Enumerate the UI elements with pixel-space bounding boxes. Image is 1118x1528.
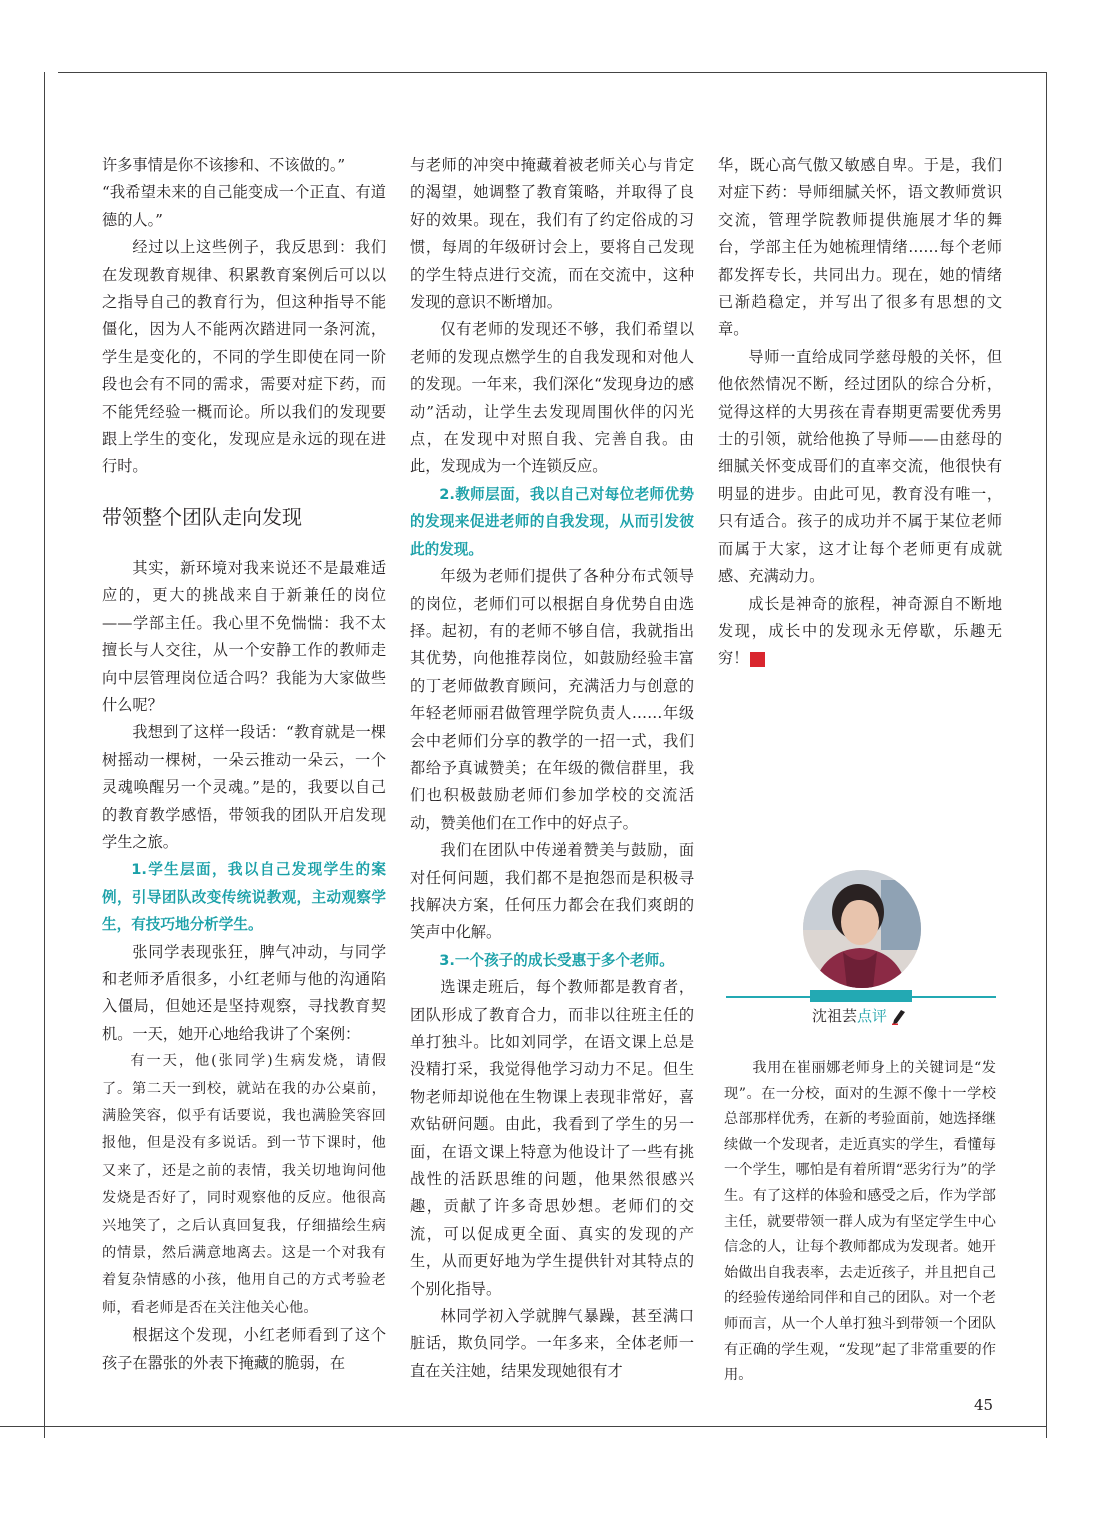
paragraph: 许多事情是你不该掺和、不该做的。” — [102, 156, 346, 174]
paragraph: 林同学初入学就脾气暴躁，甚至满口脏话，欺负同学。一年多来，全体老师一直在关注她，结果发现她很有才 — [410, 1307, 694, 1380]
comment-divider-right — [912, 996, 996, 998]
paragraph: 经过以上这些例子，我反思到：我们在发现教育规律、积累教育案例后可以以之指导自己的教育行为，但这种指导不能僵化，因为人不能两次踏进同一条河流，学生是变化的，不同的学生即使在同一阶段也会有不同的需求，需要对症下药，而不能凭经验一概而论。所以我们的发现要跟上学生的变化，发现应是永远的现在进行时。 — [102, 238, 386, 476]
commentator-name: 沈祖芸 — [812, 1007, 858, 1025]
paragraph: 其实，新环境对我来说还不是最难适应的，更大的挑战来自于新兼任的岗位——学部主任。我心里不免惴惴：我不太擅长与人交往，从一个安静工作的教师走向中层管理岗位适合吗？我能为大家做些什么呢？ — [102, 558, 386, 714]
comment-divider-left — [726, 996, 810, 998]
commentator-photo — [803, 870, 921, 988]
end-mark-icon: 家 — [750, 652, 765, 667]
column-1 — [102, 152, 386, 1377]
paragraph: 选课走班后，每个教师都是教育者，团队形成了教育合力，而非以往班主任的单打独斗。比如刘同学，在语文课上总是没精打采，我觉得他学习动力不足。但生物老师却说他在生物课上表现非常好，喜欢钻研问题。由此，我看到了学生的另一面，在语文课上特意为他设计了一些有挑战性的活跃思维的问题，他果然很感兴趣，贡献了许多奇思妙想。老师们的交流，可以促成更全面、真实的发现的产生，从而更好地为学生提供针对其特点的个别化指导。 — [410, 978, 694, 1298]
column-2 — [410, 152, 694, 1385]
comment-box — [724, 1056, 996, 1389]
lead-point-1: 1.学生层面，我以自己发现学生的案例，引导团队改变传统说教观，主动观察学生，有技巧地分析学生。 — [102, 861, 386, 934]
comment-text: 我用在崔丽娜老师身上的关键词是“发现”。在一分校，面对的生源不像十一学校总部那样优秀，在新的考验面前，她选择继续做一个发现者，走近真实的学生，看懂每一个学生，哪怕是有着所谓“恶劣行为”的学生。有了这样的体验和感受之后，作为学部主任，就要带领一群人成为有坚定学生中心信念的人，让每个教师都成为发现者。她开始做出自我表率，去走近孩子，并且把自己的经验传递给同伴和自己的团队。对一个老师而言，从一个人单打独斗到带领一个团队有正确的学生观，“发现”起了非常重要的作用。 — [724, 1060, 996, 1384]
comment-divider-block — [810, 990, 912, 1002]
section-title: 带领整个团队走向发现 — [102, 504, 302, 529]
closing-paragraph — [718, 591, 1002, 673]
top-rule — [58, 72, 1046, 73]
page-number: 45 — [974, 1396, 994, 1414]
paragraph: 年级为老师们提供了各种分布式领导的岗位，老师们可以根据自身优势自由选择。起初，有的老师不够自信，我就指出其优势，向他推荐岗位，如鼓励经验丰富的丁老师做教育顾问，充满活力与创意的年轻老师丽君做管理学院负责人……年级会中老师们分享的教学的一招一式，我们都给予真诚赞美；在年级的微信群里，我们也积极鼓励老师们参加学校的交流活动，赞美他们在工作中的好点子。 — [410, 567, 694, 832]
paragraph: 导师一直给成同学慈母般的关怀，但他依然情况不断，经过团队的综合分析，觉得这样的大男孩在青春期更需要优秀男士的引领，就给他换了导师——由慈母的细腻关怀变成哥们的直率交流，他很快有明显的进步。由此可见，教育没有唯一，只有适合。孩子的成功并不属于某位老师而属于大家，这才让每个老师更有成就感、充满动力。 — [718, 347, 1002, 586]
paragraph: 我们在团队中传递着赞美与鼓励，面对任何问题，我们都不是抱怨而是积极寻找解决方案，任何压力都会在我们爽朗的笑声中化解。 — [410, 841, 694, 942]
paragraph: 我想到了这样一段话：“教育就是一棵树摇动一棵树，一朵云推动一朵云，一个灵魂唤醒另一个灵魂。”是的，我要以自己的教育教学感悟，带领我的团队开启发现学生之旅。 — [102, 723, 386, 851]
paragraph: 根据这个发现，小红老师看到了这个孩子在嚣张的外表下掩藏的脆弱，在 — [102, 1326, 386, 1372]
bottom-rule — [0, 1426, 1046, 1427]
lead-point-3: 3.一个孩子的成长受惠于多个老师。 — [439, 951, 674, 969]
paragraph: 张同学表现张狂，脾气冲动，与同学和老师矛盾很多，小红老师与他的沟通陷入僵局，但她还是坚持观察，寻找教育契机。一天，她开心地给我讲了个案例： — [102, 942, 386, 1043]
portrait-image — [803, 870, 921, 988]
paragraph: 仅有老师的发现还不够，我们希望以老师的发现点燃学生的自我发现和对他人的发现。一年来，我们深化“发现身边的感动”活动，让学生去发现周围伙伴的闪光点，在发现中对照自我、完善自我。由此，发现成为一个连锁反应。 — [410, 320, 694, 476]
comment-tag: 点评 — [857, 1007, 888, 1025]
left-rule — [44, 72, 45, 1438]
right-rule — [1046, 72, 1047, 1438]
column-3 — [718, 152, 1002, 673]
lead-point-2: 2.教师层面，我以自己对每位老师优势的发现来促进老师的自我发现，从而引发彼此的发现。 — [410, 485, 694, 558]
case-story: 有一天，他(张同学)生病发烧，请假了。第二天一到校，就站在我的办公桌前，满脸笑容，似乎有话要说，我也满脸笑容回报他，但是没有多说话。到一节下课时，他又来了，还是之前的表情，我关切地询问他发烧是否好了，同时观察他的反应。他很高兴地笑了，之后认真回复我，仔细描绘生病的情景，然后满意地离去。这是一个对我有着复杂情感的小孩，他用自己的方式考验老师，看老师是否在关注他关心他。 — [102, 1053, 386, 1316]
closing-text: 成长是神奇的旅程，神奇源自不断地发现，成长中的发现永无停歇，乐趣无穷！ — [718, 594, 1002, 668]
pen-icon — [892, 1009, 906, 1025]
paragraph: 华，既心高气傲又敏感自卑。于是，我们对症下药：导师细腻关怀，语文教师赏识交流，管理学院教师提供施展才华的舞台，学部主任为她梳理情绪……每个老师都发挥专长，共同出力。现在，她的情绪已渐趋稳定，并写出了很多有思想的文章。 — [718, 156, 1002, 339]
paragraph: “我希望未来的自己能变成一个正直、有道德的人。” — [102, 183, 386, 229]
comment-label — [812, 1006, 906, 1026]
paragraph: 与老师的冲突中掩藏着被老师关心与肯定的渴望，她调整了教育策略，并取得了良好的效果。现在，我们有了约定俗成的习惯，每周的年级研讨会上，要将自己发现的学生特点进行交流，而在交流中，这种发现的意识不断增加。 — [410, 156, 694, 312]
